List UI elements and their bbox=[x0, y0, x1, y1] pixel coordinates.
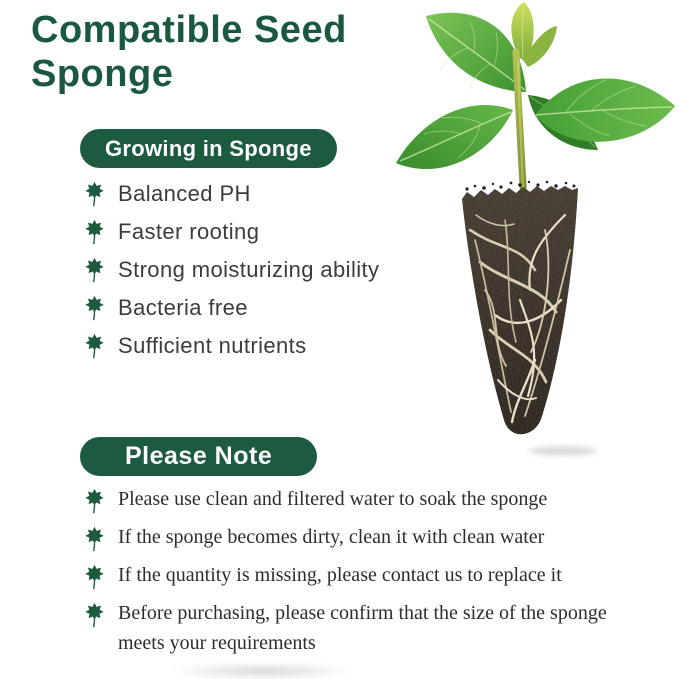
leaf-icon bbox=[84, 526, 105, 552]
note-text: Please use clean and filtered water to soak the sponge bbox=[118, 488, 548, 510]
feature-label: Sufficient nutrients bbox=[118, 333, 307, 358]
note-text: If the sponge becomes dirty, clean it with clean water bbox=[118, 526, 545, 548]
list-item bbox=[84, 560, 632, 590]
leaf-icon bbox=[84, 564, 105, 590]
list-item bbox=[84, 598, 632, 658]
page-bottom-shadow bbox=[168, 663, 358, 679]
feature-label: Faster rooting bbox=[118, 219, 260, 244]
leaf-icon bbox=[84, 181, 105, 207]
leaf-icon bbox=[84, 488, 105, 514]
note-text: If the quantity is missing, please contact us to replace it bbox=[118, 564, 562, 586]
notes-list bbox=[84, 484, 632, 666]
features-badge: Growing in Sponge bbox=[80, 129, 337, 168]
leaf-icon bbox=[84, 333, 105, 359]
leaf-icon bbox=[84, 219, 105, 245]
note-text: Before purchasing, please confirm that the size of the sponge meets your requirements bbox=[118, 602, 607, 654]
feature-label: Strong moisturizing ability bbox=[118, 257, 380, 282]
leaf-icon bbox=[84, 257, 105, 283]
notes-badge: Please Note bbox=[80, 437, 317, 476]
list-item bbox=[84, 484, 632, 514]
seedling-in-soil-cone-illustration bbox=[330, 0, 679, 465]
page-title: Compatible Seed Sponge bbox=[31, 9, 347, 95]
leaf-icon bbox=[84, 295, 105, 321]
feature-label: Balanced PH bbox=[118, 181, 251, 206]
list-item bbox=[84, 522, 632, 552]
leaf-icon bbox=[84, 602, 105, 628]
feature-label: Bacteria free bbox=[118, 295, 248, 320]
